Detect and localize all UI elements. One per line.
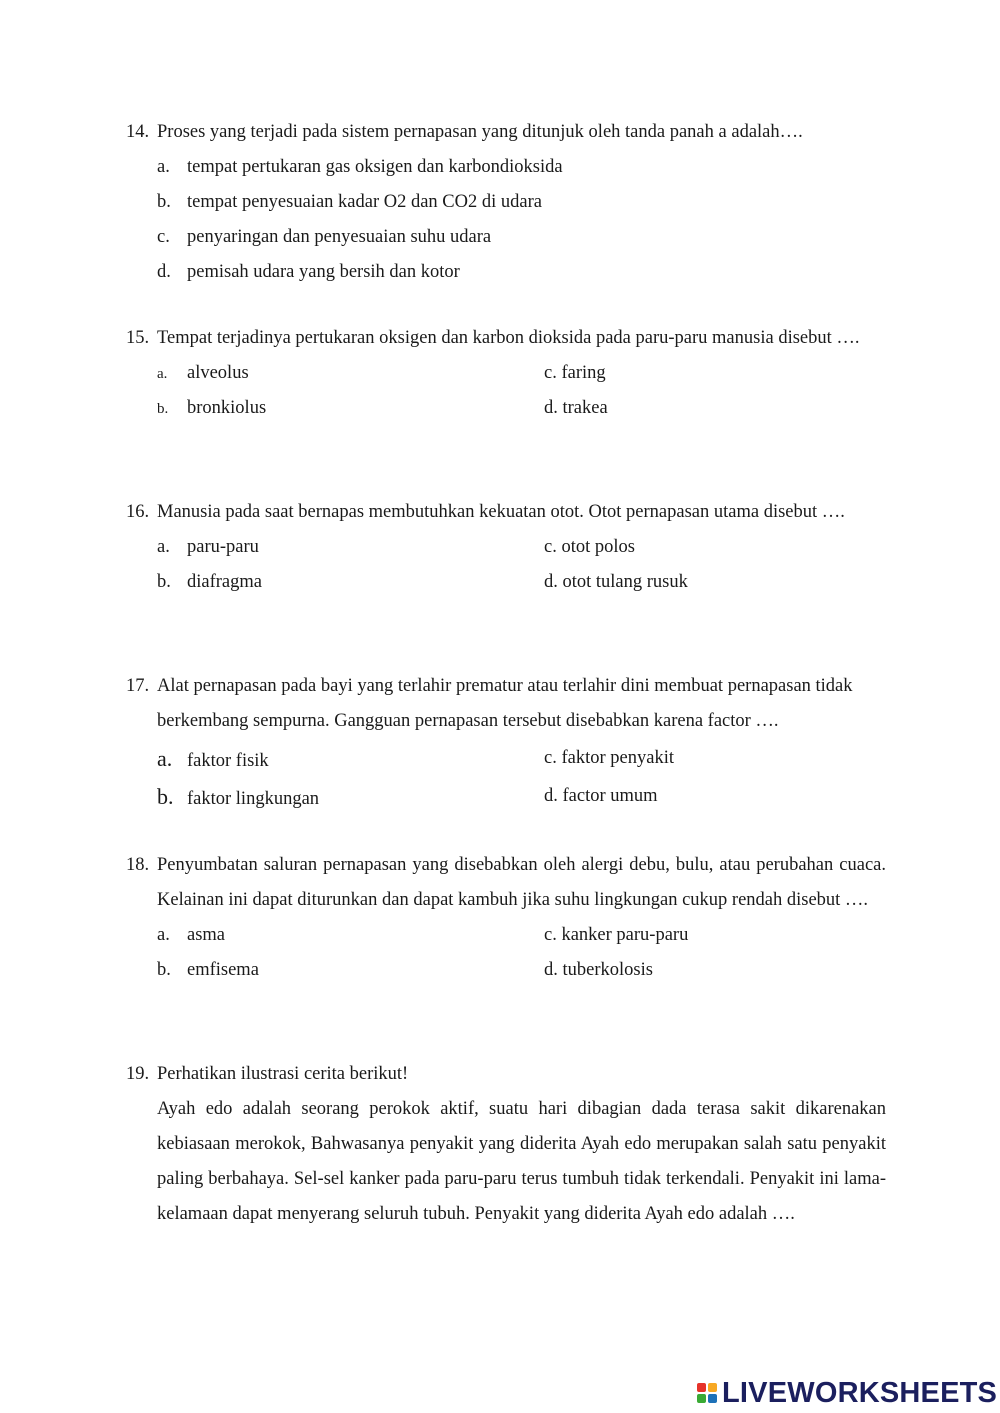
option-c[interactable] [544,356,606,391]
option-text: paru-paru [187,537,259,557]
question-text: Manusia pada saat bernapas membutuhkan kekuatan otot. Otot pernapasan utama disebut …. [157,502,845,522]
option-letter: d. [544,960,558,980]
option-text: otot polos [561,537,635,557]
option-c[interactable] [544,530,635,565]
option-text: faktor penyakit [561,748,674,768]
option-text: otot tulang rusuk [562,572,688,592]
option-c[interactable] [544,918,688,953]
option-letter: b. [157,572,171,592]
liveworksheets-logo-icon [697,1383,717,1403]
option-letter: b. [157,960,171,980]
logo-square [708,1394,717,1403]
options-list [157,739,886,817]
story-text: Ayah edo adalah seorang perokok aktif, suatu hari dibagian dada terasa sakit dikarenakan kebiasaan merokok, Bahwasanya penyakit yang diderita Ayah edo merupakan salah satu penyakit paling berbahaya. Sel-sel kanker pada paru-paru terus tumbuh tidak terkendali. Penyakit ini lama-kelamaan dapat menyerang seluruh tubuh. Penyakit yang diderita Ayah edo adalah …. [157,1099,886,1224]
option-text: penyaringan dan penyesuaian suhu udara [187,227,492,247]
option-text: faktor fisik [187,751,269,771]
option-b[interactable] [157,565,262,600]
option-letter: b. [157,784,174,809]
option-text: emfisema [187,960,259,980]
option-b[interactable] [157,779,319,814]
option-letter: d. [544,398,558,418]
option-d[interactable] [544,391,608,426]
option-text: tuberkolosis [562,960,653,980]
option-text: bronkiolus [187,398,267,418]
question-text: Alat pernapasan pada bayi yang terlahir prematur atau terlahir dini membuat pernapasan tidak berkembang sempurna. Gangguan pernapasan tersebut disebabkan karena factor …. [157,676,853,731]
question-number: 16. [126,502,150,522]
option-letter: c. [544,363,557,383]
option-c[interactable] [157,220,491,255]
option-a[interactable] [157,918,225,953]
option-letter: a. [157,157,170,177]
option-text: alveolus [187,363,249,383]
question-19 [126,1057,886,1232]
logo-square [708,1383,717,1392]
logo-square [697,1383,706,1392]
option-text: asma [187,925,226,945]
question-text: Tempat terjadinya pertukaran oksigen dan karbon dioksida pada paru-paru manusia disebut …. [157,328,860,348]
question-number: 14. [126,122,150,142]
option-letter: b. [157,192,171,212]
question-number: 15. [126,328,150,348]
option-a[interactable] [157,356,249,391]
option-text: pemisah udara yang bersih dan kotor [187,262,460,282]
option-a[interactable] [157,150,563,185]
option-text: tempat pertukaran gas oksigen dan karbondioksida [187,157,563,177]
option-d[interactable] [544,565,688,600]
option-a[interactable] [157,741,269,776]
option-d[interactable] [544,953,653,988]
option-text: faktor lingkungan [187,789,320,809]
question-15 [126,321,886,426]
option-text: tempat penyesuaian kadar O2 dan CO2 di udara [187,192,542,212]
option-letter: a. [157,925,170,945]
question-16 [126,495,886,600]
question-number: 17. [126,676,150,696]
option-b[interactable] [157,953,259,988]
question-14 [126,115,886,290]
option-a[interactable] [157,530,259,565]
option-d[interactable] [544,779,658,814]
options-list [157,918,886,988]
logo-text: LIVEWORKSHEETS [722,1376,998,1409]
options-list [157,150,886,290]
option-letter: c. [544,748,557,768]
option-letter: d. [544,572,558,592]
option-text: factor umum [562,786,658,806]
question-number: 19. [126,1064,150,1084]
option-d[interactable] [157,255,460,290]
question-text: Proses yang terjadi pada sistem pernapasan yang ditunjuk oleh tanda panah a adalah…. [157,122,803,142]
logo-square [697,1394,706,1403]
option-letter: a. [157,537,170,557]
options-list [157,356,886,426]
option-text: faring [561,363,606,383]
option-letter: a. [157,746,173,771]
question-number: 18. [126,855,150,875]
option-letter: d. [544,786,558,806]
option-text: kanker paru-paru [561,925,689,945]
option-letter: b. [157,401,169,417]
liveworksheets-logo[interactable] [697,1378,997,1408]
option-letter: c. [544,537,557,557]
option-letter: c. [157,227,170,247]
options-list [157,530,886,600]
option-letter: a. [157,366,168,382]
option-letter: d. [157,262,171,282]
question-text: Penyumbatan saluran pernapasan yang disebabkan oleh alergi debu, bulu, atau perubahan cuaca. Kelainan ini dapat diturunkan dan dapat kambuh jika suhu lingkungan cukup rendah disebut …. [157,855,886,910]
option-text: trakea [562,398,608,418]
option-c[interactable] [544,741,674,776]
question-18 [126,848,886,988]
option-b[interactable] [157,391,266,426]
option-letter: c. [544,925,557,945]
question-17 [126,669,886,817]
option-b[interactable] [157,185,542,220]
option-text: diafragma [187,572,262,592]
question-text: Perhatikan ilustrasi cerita berikut! [157,1064,409,1084]
